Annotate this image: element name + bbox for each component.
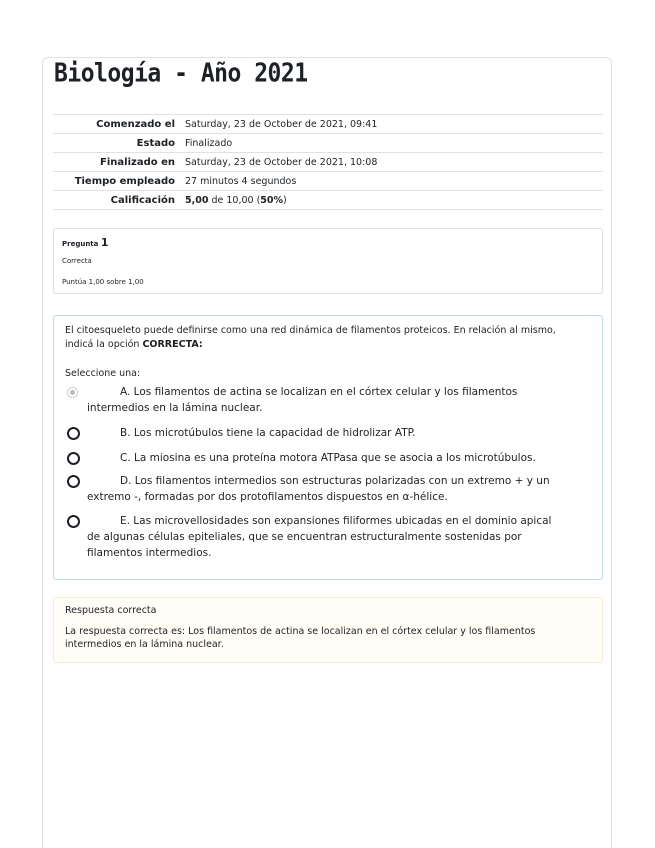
page-title: Biología - Año 2021 — [54, 59, 308, 89]
summary-row-finished — [53, 153, 603, 172]
question-text-main: El citoesqueleto puede definirse como una red dinámica de filamentos proteicos. En relación al mismo, indicá la opción — [65, 325, 556, 350]
answer-option-a[interactable] — [67, 384, 567, 416]
question-formulation — [53, 315, 603, 580]
summary-row-time — [53, 172, 603, 191]
option-d-text: D. Los filamentos intermedios son estructuras polarizadas con un extremo + y un extremo -, formadas por dos protofilamentos dispuestos en α-hélice. — [87, 475, 550, 503]
option-e-text: E. Las microvellosidades son expansiones filiformes ubicadas en el dominio apical de algunas células epiteliales, que se encuentran estructuralmente sostenidas por filamentos intermedios. — [87, 515, 552, 559]
answer-option-b[interactable] — [67, 425, 567, 441]
state-value: Finalizado — [185, 137, 233, 149]
grade-score: 5,00 — [185, 194, 209, 206]
state-label: Estado — [136, 137, 175, 149]
radio-e[interactable] — [67, 515, 80, 528]
feedback-text: La respuesta correcta es: Los filamentos de actina se localizan en el córtex celular y los filamentos intermedios en la lámina nuclear. — [65, 626, 536, 650]
feedback-box — [53, 597, 603, 663]
answer-option-e[interactable] — [67, 513, 567, 561]
option-c-text: C. La miosina es una proteína motora ATPasa que se asocia a los microtúbulos. — [120, 452, 536, 464]
answer-option-d[interactable] — [67, 473, 567, 505]
question-text-emphasis: CORRECTA: — [142, 339, 203, 350]
question-number: 1 — [100, 236, 109, 249]
radio-b[interactable] — [67, 427, 80, 440]
grade-percent: 50% — [260, 194, 284, 206]
question-state: Correcta — [62, 257, 92, 265]
summary-row-state — [53, 134, 603, 153]
grade-mid: de 10,00 ( — [208, 194, 261, 206]
radio-a-selected[interactable] — [67, 387, 78, 398]
question-text — [65, 324, 585, 352]
option-a-text: A. Los filamentos de actina se localizan en el córtex celular y los filamentos intermedios en la lámina nuclear. — [87, 386, 518, 414]
time-value: 27 minutos 4 segundos — [185, 175, 297, 187]
question-info-box — [53, 228, 603, 294]
summary-row-started — [53, 115, 603, 134]
feedback-title: Respuesta correcta — [65, 605, 157, 616]
finished-label: Finalizado en — [100, 156, 175, 168]
radio-c[interactable] — [67, 452, 80, 465]
question-grade: Puntúa 1,00 sobre 1,00 — [62, 278, 144, 286]
question-label-text: Pregunta — [62, 240, 101, 248]
answer-prompt: Seleccione una: — [65, 368, 141, 379]
option-b-text: B. Los microtúbulos tiene la capacidad de hidrolizar ATP. — [120, 427, 416, 439]
radio-d[interactable] — [67, 475, 80, 488]
grade-value — [181, 191, 603, 210]
time-label: Tiempo empleado — [74, 175, 175, 187]
summary-row-grade — [53, 191, 603, 210]
grade-label: Calificación — [110, 194, 175, 206]
grade-end: ) — [283, 194, 287, 206]
started-label: Comenzado el — [96, 118, 175, 130]
answer-option-c[interactable] — [67, 450, 567, 466]
finished-value: Saturday, 23 de October de 2021, 10:08 — [185, 156, 378, 168]
started-value: Saturday, 23 de October de 2021, 09:41 — [185, 118, 378, 130]
quiz-review-summary — [53, 114, 603, 210]
question-label — [62, 236, 108, 249]
